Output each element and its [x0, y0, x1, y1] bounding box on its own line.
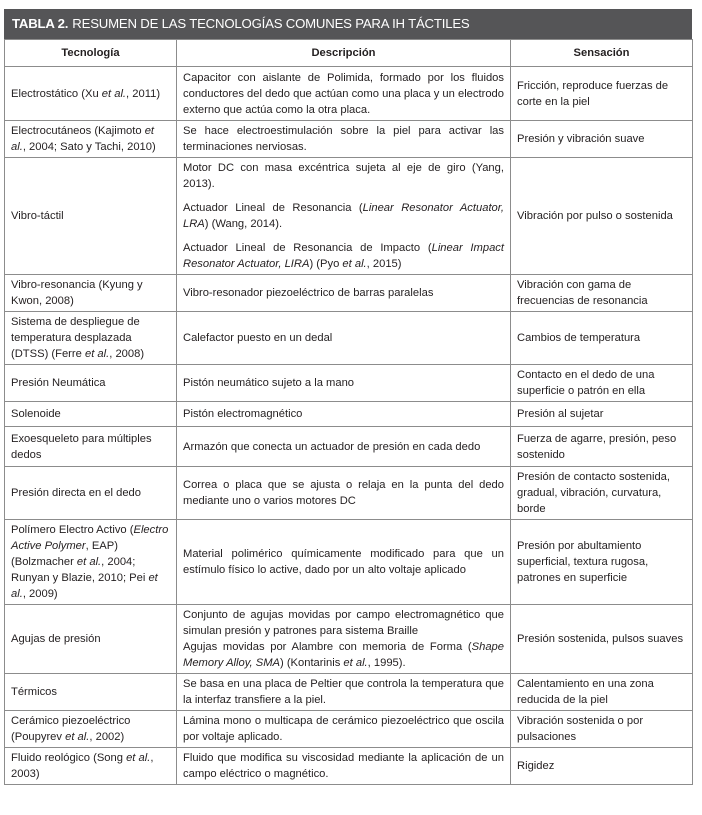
cell-text: Fluido reológico (Song	[11, 752, 127, 764]
cell-text: Se basa en una placa de Peltier que controla la temperatura que la interfaz transfiere a la piel.	[183, 678, 504, 706]
cell-text: Electrostático (Xu	[11, 87, 102, 100]
cell-sensacion: Cambios de temperatura	[511, 312, 693, 365]
cell-sensacion: Presión por abultamiento superficial, textura rugosa, patrones en superficie	[511, 520, 693, 605]
cell-text: Conjunto de agujas movidas por campo electromagnético que simulan presión y patrones para sistema Braille	[183, 609, 504, 637]
cell-descripcion	[177, 275, 511, 312]
cell-text: Electrocutáneos (Kajimoto	[11, 125, 145, 137]
cell-text: , 2008)	[109, 348, 145, 360]
table-row	[5, 365, 693, 402]
description-paragraph	[183, 676, 504, 708]
cell-descripcion	[177, 365, 511, 402]
table-row	[5, 427, 693, 467]
cell-text: Correa o placa que se ajusta o relaja en la punta del dedo mediante uno o varios motores DC	[183, 479, 504, 507]
cell-text: Capacitor con aislante de Polimida, formado por los fluidos conductores del dedo que actúan como una placa y un electrodo externo que actúa como la otra placa.	[183, 71, 504, 116]
table-row	[5, 402, 693, 427]
table-row	[5, 674, 693, 711]
table-row	[5, 275, 693, 312]
cell-text: et al.	[342, 258, 367, 270]
cell-text: Vibro-resonancia (Kyung y Kwon, 2008)	[11, 279, 143, 307]
cell-tecnologia	[5, 158, 177, 275]
cell-sensacion: Vibración con gama de frecuencias de resonancia	[511, 275, 693, 312]
cell-text: , 2003)	[11, 752, 154, 780]
cell-descripcion	[177, 121, 511, 158]
cell-text: et al.	[11, 572, 158, 600]
header-tecnologia: Tecnología	[5, 40, 177, 67]
header-descripcion: Descripción	[177, 40, 511, 67]
cell-sensacion: Presión de contacto sostenida, gradual, vibración, curvatura, borde	[511, 467, 693, 520]
description-paragraph	[183, 477, 504, 509]
table-row	[5, 605, 693, 674]
cell-text: Motor DC con masa excéntrica sujeta al eje de giro (Yang, 2013).	[183, 162, 504, 190]
cell-text: Solenoide	[11, 408, 61, 420]
table-row	[5, 121, 693, 158]
description-paragraph	[183, 439, 504, 455]
cell-descripcion	[177, 467, 511, 520]
cell-tecnologia	[5, 711, 177, 748]
cell-tecnologia	[5, 427, 177, 467]
cell-text: , 2002)	[89, 731, 125, 743]
cell-tecnologia	[5, 121, 177, 158]
cell-sensacion: Presión sostenida, pulsos suaves	[511, 605, 693, 674]
cell-text: Lámina mono o multicapa de cerámico piezoeléctrico que oscila por voltaje aplicado.	[183, 715, 504, 743]
cell-text: Actuador Lineal de Resonancia (	[183, 202, 363, 214]
cell-text: Pistón neumático sujeto a la mano	[183, 377, 355, 389]
table-row	[5, 711, 693, 748]
cell-descripcion	[177, 605, 511, 674]
table-row	[5, 312, 693, 365]
header-sensacion: Sensación	[511, 40, 693, 67]
cell-text: , EAP) (Bolzmacher	[11, 540, 118, 568]
cell-text: Pistón electromagnético	[183, 408, 303, 420]
cell-text: et al.	[65, 731, 90, 743]
cell-descripcion	[177, 520, 511, 605]
cell-text: Armazón que conecta un actuador de presión en cada dedo	[183, 440, 481, 453]
table-title	[4, 9, 692, 39]
cell-text: ) (Pyo	[309, 258, 343, 270]
cell-text: Térmicos	[11, 686, 57, 698]
cell-tecnologia	[5, 365, 177, 402]
cell-text: , 2015)	[366, 258, 402, 270]
cell-tecnologia	[5, 467, 177, 520]
cell-text: Exoesqueleto para múltiples dedos	[11, 432, 152, 461]
cell-text: Linear Impact Resonator Actuator, LIRA	[183, 242, 505, 270]
cell-text: et al.	[343, 657, 368, 669]
cell-descripcion	[177, 674, 511, 711]
cell-text: Actuador Lineal de Resonancia de Impacto (	[183, 242, 432, 254]
cell-text: Electro Active Polymer	[11, 524, 169, 552]
cell-text: Presión directa en el dedo	[11, 487, 141, 499]
cell-descripcion	[177, 427, 511, 467]
cell-sensacion: Fricción, reproduce fuerzas de corte en la piel	[511, 67, 693, 121]
description-paragraph	[183, 160, 504, 192]
description-paragraph	[183, 639, 504, 671]
description-paragraph	[183, 750, 504, 782]
cell-descripcion	[177, 402, 511, 427]
description-paragraph	[183, 546, 504, 578]
table-title-text: RESUMEN DE LAS TECNOLOGÍAS COMUNES PARA IH TÁCTILES	[72, 16, 470, 31]
cell-text: Linear Resonator Actuator, LRA	[183, 202, 504, 230]
cell-text: Presión Neumática	[11, 377, 106, 389]
cell-text: , 2011)	[126, 87, 161, 100]
table-row	[5, 748, 693, 785]
description-paragraph	[183, 123, 504, 155]
cell-text: Sistema de despliegue de temperatura desplazada (DTSS) (Ferre	[11, 316, 140, 360]
cell-sensacion: Rigidez	[511, 748, 693, 785]
cell-text: , 1995).	[367, 657, 406, 669]
cell-sensacion: Contacto en el dedo de una superficie o patrón en ella	[511, 365, 693, 402]
cell-tecnologia	[5, 275, 177, 312]
cell-descripcion	[177, 158, 511, 275]
description-paragraph	[183, 240, 504, 272]
description-paragraph	[183, 406, 504, 422]
cell-text: Vibro-táctil	[11, 210, 64, 222]
cell-text: Agujas movidas por Alambre con memoria de Forma (	[183, 641, 472, 653]
cell-text: et al.	[101, 87, 127, 100]
cell-text: Vibro-resonador piezoeléctrico de barras paralelas	[183, 287, 434, 299]
cell-text: Se hace electroestimulación sobre la piel para activar las terminaciones nerviosas.	[183, 125, 504, 153]
cell-text: Fluido que modifica su viscosidad mediante la aplicación de un campo eléctrico o magnético.	[183, 752, 504, 780]
cell-text: Cerámico piezoeléctrico (Poupyrev	[11, 715, 131, 743]
cell-tecnologia	[5, 520, 177, 605]
cell-sensacion: Vibración por pulso o sostenida	[511, 158, 693, 275]
technology-table	[4, 39, 693, 785]
cell-descripcion	[177, 67, 511, 121]
description-paragraph	[183, 607, 504, 639]
description-paragraph	[183, 200, 504, 232]
cell-text: et al.	[11, 125, 155, 153]
cell-sensacion: Vibración sostenida o por pulsaciones	[511, 711, 693, 748]
description-paragraph	[183, 285, 504, 301]
cell-text: , 2004; Sato y Tachi, 2010)	[22, 141, 156, 153]
description-paragraph	[183, 330, 504, 346]
cell-sensacion: Presión y vibración suave	[511, 121, 693, 158]
cell-text: et al.	[126, 752, 151, 764]
cell-tecnologia	[5, 674, 177, 711]
cell-tecnologia	[5, 605, 177, 674]
cell-text: , 2004; Runyan y Blazie, 2010; Pei	[11, 556, 149, 584]
cell-sensacion: Fuerza de agarre, presión, peso sostenido	[511, 427, 693, 467]
table-row	[5, 520, 693, 605]
table-row	[5, 467, 693, 520]
cell-text: Polímero Electro Activo (	[11, 524, 134, 536]
cell-text: et al.	[84, 348, 110, 360]
description-paragraph	[183, 375, 504, 391]
table-header-row	[5, 40, 693, 67]
cell-text: ) (Kontarinis	[279, 657, 344, 669]
cell-descripcion	[177, 748, 511, 785]
cell-text: Calefactor puesto en un dedal	[183, 332, 333, 344]
cell-text: ) (Wang, 2014).	[204, 218, 283, 230]
cell-tecnologia	[5, 67, 177, 121]
table-row	[5, 67, 693, 121]
cell-text: Agujas de presión	[11, 633, 101, 645]
cell-descripcion	[177, 312, 511, 365]
cell-sensacion: Calentamiento en una zona reducida de la piel	[511, 674, 693, 711]
cell-tecnologia	[5, 748, 177, 785]
table-row	[5, 158, 693, 275]
cell-tecnologia	[5, 402, 177, 427]
cell-text: et al.	[76, 556, 102, 568]
table-title-label: TABLA 2.	[12, 16, 69, 31]
cell-text: , 2009)	[22, 588, 58, 600]
cell-text: Shape Memory Alloy, SMA	[183, 641, 504, 669]
cell-descripcion	[177, 711, 511, 748]
table-body	[5, 67, 693, 785]
description-paragraph	[183, 70, 504, 118]
cell-sensacion: Presión al sujetar	[511, 402, 693, 427]
cell-tecnologia	[5, 312, 177, 365]
cell-text: Material polimérico químicamente modificado para que un estímulo físico lo active, dado por un alto voltaje aplicado	[183, 548, 504, 576]
description-paragraph	[183, 713, 504, 745]
